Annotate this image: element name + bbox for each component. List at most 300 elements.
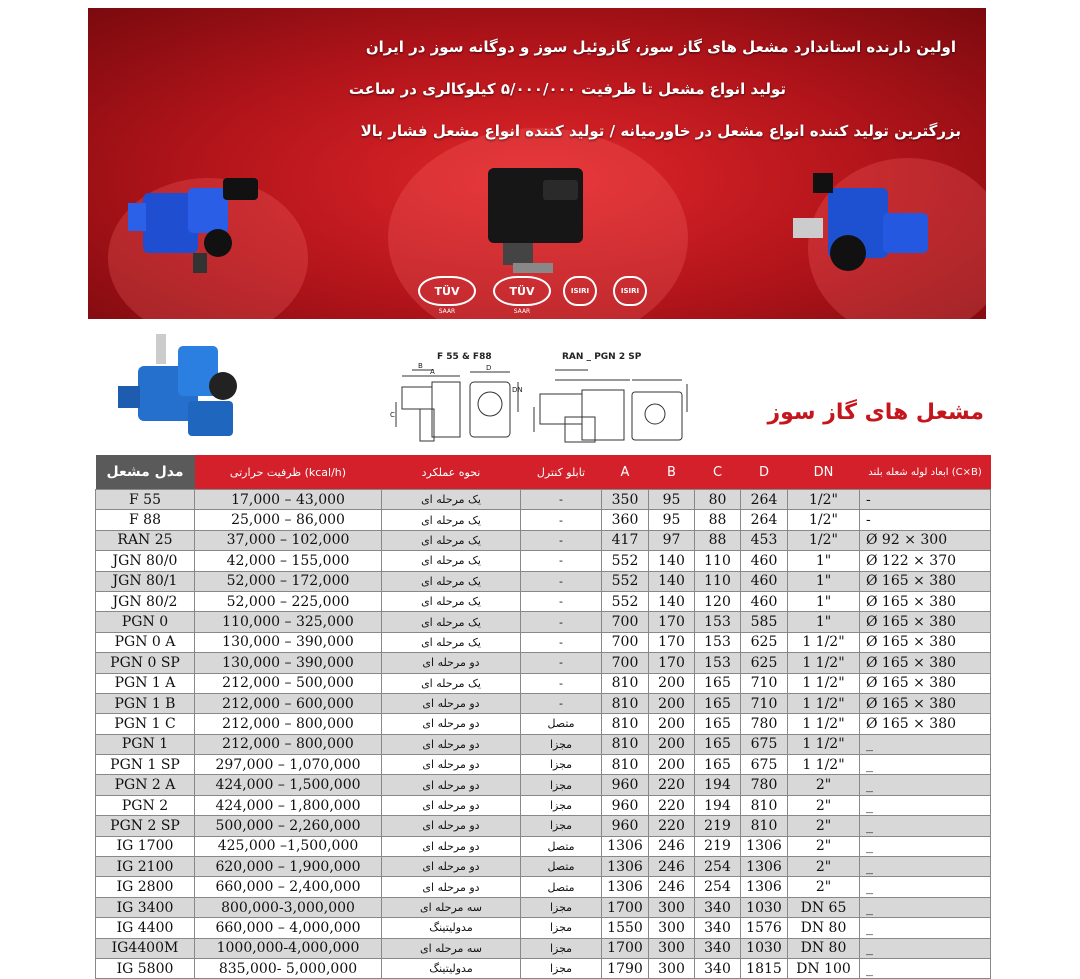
- cell-tube: Ø 165 × 380: [860, 571, 991, 591]
- table-row: [96, 918, 991, 938]
- cell-a: 810: [602, 734, 649, 754]
- cell-control: مجزا: [521, 795, 602, 815]
- cell-c: 165: [695, 755, 741, 775]
- cell-c: 80: [695, 490, 741, 510]
- cell-operation: دو مرحله ای: [382, 836, 521, 856]
- cell-a: 1306: [602, 877, 649, 897]
- cell-operation: یک مرحله ای: [382, 673, 521, 693]
- cell-capacity: 17,000 – 43,000: [195, 490, 382, 510]
- table-row: [96, 693, 991, 713]
- cell-d: 264: [741, 490, 788, 510]
- cell-operation: یک مرحله ای: [382, 551, 521, 571]
- table-row: [96, 775, 991, 795]
- cell-b: 300: [649, 958, 695, 978]
- cell-model: PGN 2 A: [96, 775, 195, 795]
- cell-b: 200: [649, 755, 695, 775]
- cell-control: مجزا: [521, 755, 602, 775]
- cell-dn: 2": [788, 857, 860, 877]
- cell-capacity: 212,000 – 800,000: [195, 714, 382, 734]
- cell-model: PGN 2: [96, 795, 195, 815]
- cell-model: PGN 2 SP: [96, 816, 195, 836]
- cell-d: 1306: [741, 836, 788, 856]
- table-row: [96, 612, 991, 632]
- table-row: [96, 632, 991, 652]
- cell-operation: دو مرحله ای: [382, 816, 521, 836]
- cell-b: 220: [649, 816, 695, 836]
- cell-c: 165: [695, 673, 741, 693]
- cell-a: 552: [602, 591, 649, 611]
- cell-capacity: 297,000 – 1,070,000: [195, 755, 382, 775]
- cell-operation: دو مرحله ای: [382, 653, 521, 673]
- tuv-sub: SAAR: [438, 308, 456, 315]
- cell-control: متصل: [521, 836, 602, 856]
- cell-operation: دو مرحله ای: [382, 734, 521, 754]
- cell-c: 165: [695, 714, 741, 734]
- drawing-title-ran: RAN _ PGN 2 SP: [562, 352, 642, 362]
- cell-capacity: 42,000 – 155,000: [195, 551, 382, 571]
- tuv-mark: TÜV: [493, 276, 551, 306]
- cell-operation: دو مرحله ای: [382, 795, 521, 815]
- cell-operation: دو مرحله ای: [382, 775, 521, 795]
- cell-control: مجزا: [521, 938, 602, 958]
- cell-c: 194: [695, 775, 741, 795]
- table-row: [96, 958, 991, 978]
- cell-capacity: 212,000 – 500,000: [195, 673, 382, 693]
- cell-b: 200: [649, 693, 695, 713]
- cell-control: -: [521, 612, 602, 632]
- cell-control: -: [521, 693, 602, 713]
- cell-operation: یک مرحله ای: [382, 530, 521, 550]
- cell-operation: دو مرحله ای: [382, 755, 521, 775]
- table-row: [96, 877, 991, 897]
- cell-tube: Ø 165 × 380: [860, 632, 991, 652]
- cell-capacity: 212,000 – 800,000: [195, 734, 382, 754]
- cell-a: 810: [602, 755, 649, 775]
- cell-tube: Ø 165 × 380: [860, 693, 991, 713]
- standard-mark: ISIRI: [563, 276, 597, 306]
- cell-tube: _: [860, 938, 991, 958]
- table-row: [96, 795, 991, 815]
- cell-model: IG 2800: [96, 877, 195, 897]
- cell-a: 1790: [602, 958, 649, 978]
- cell-tube: _: [860, 755, 991, 775]
- cell-model: IG 5800: [96, 958, 195, 978]
- cell-capacity: 835,000- 5,000,000: [195, 958, 382, 978]
- cell-d: 1030: [741, 938, 788, 958]
- cell-d: 1815: [741, 958, 788, 978]
- cell-dn: DN 80: [788, 938, 860, 958]
- cell-model: F 55: [96, 490, 195, 510]
- burner-image-center: [483, 158, 593, 278]
- cell-control: -: [521, 673, 602, 693]
- cell-a: 1700: [602, 897, 649, 917]
- cell-c: 254: [695, 857, 741, 877]
- cell-control: مجزا: [521, 734, 602, 754]
- cell-capacity: 130,000 – 390,000: [195, 632, 382, 652]
- cell-control: -: [521, 530, 602, 550]
- dim-label-d: D: [486, 364, 492, 372]
- cell-model: JGN 80/1: [96, 571, 195, 591]
- cell-capacity: 660,000 – 2,400,000: [195, 877, 382, 897]
- table-row: [96, 816, 991, 836]
- cell-control: مجزا: [521, 775, 602, 795]
- cell-operation: مدولیتینگ: [382, 958, 521, 978]
- cell-tube: _: [860, 958, 991, 978]
- specification-table: [95, 455, 991, 979]
- cell-c: 165: [695, 693, 741, 713]
- cell-capacity: 660,000 – 4,000,000: [195, 918, 382, 938]
- cell-model: PGN 1 B: [96, 693, 195, 713]
- cell-d: 780: [741, 714, 788, 734]
- cell-tube: -: [860, 490, 991, 510]
- cell-c: 254: [695, 877, 741, 897]
- table-row: [96, 490, 991, 510]
- banner-line-2: تولید انواع مشعل تا ظرفیت ۵/۰۰۰/۰۰۰ کیلوکالری در ساعت: [348, 80, 786, 98]
- cell-capacity: 500,000 – 2,260,000: [195, 816, 382, 836]
- header-tube: ابعاد لوله شعله بلند (C×B): [860, 455, 991, 490]
- cell-tube: _: [860, 775, 991, 795]
- cell-model: PGN 1 C: [96, 714, 195, 734]
- dimension-drawing: [390, 362, 690, 452]
- dim-label-dn: DN: [512, 386, 523, 394]
- table-row: [96, 510, 991, 530]
- cell-tube: Ø 165 × 380: [860, 714, 991, 734]
- cell-b: 170: [649, 653, 695, 673]
- banner-line-3: بزرگترین تولید کننده انواع مشعل در خاورمیانه / تولید کننده انواع مشعل فشار بالا: [360, 122, 961, 140]
- cell-b: 200: [649, 673, 695, 693]
- cell-d: 585: [741, 612, 788, 632]
- dim-label-b: B: [418, 362, 423, 370]
- cell-tube: _: [860, 795, 991, 815]
- cell-d: 675: [741, 734, 788, 754]
- cell-control: مجزا: [521, 897, 602, 917]
- cell-b: 246: [649, 857, 695, 877]
- cell-model: PGN 0 SP: [96, 653, 195, 673]
- cell-operation: یک مرحله ای: [382, 490, 521, 510]
- cell-model: F 88: [96, 510, 195, 530]
- cell-dn: 1 1/2": [788, 714, 860, 734]
- table-row: [96, 530, 991, 550]
- cell-b: 220: [649, 795, 695, 815]
- cell-dn: 1": [788, 551, 860, 571]
- table-header-row: [96, 455, 991, 490]
- cell-c: 340: [695, 958, 741, 978]
- cell-b: 170: [649, 632, 695, 652]
- cell-b: 95: [649, 490, 695, 510]
- header-d: D: [741, 455, 788, 490]
- tuv-sub: SAAR: [513, 308, 531, 315]
- cell-d: 460: [741, 551, 788, 571]
- table-row: [96, 755, 991, 775]
- cell-d: 810: [741, 816, 788, 836]
- table-row: [96, 673, 991, 693]
- cell-model: IG 4400: [96, 918, 195, 938]
- table-row: [96, 653, 991, 673]
- cell-tube: Ø 165 × 380: [860, 653, 991, 673]
- cell-operation: دو مرحله ای: [382, 714, 521, 734]
- cell-operation: سه مرحله ای: [382, 897, 521, 917]
- cell-d: 1306: [741, 857, 788, 877]
- cell-dn: 1 1/2": [788, 653, 860, 673]
- cell-model: IG 2100: [96, 857, 195, 877]
- tuv-mark: TÜV: [418, 276, 476, 306]
- cell-dn: 1 1/2": [788, 693, 860, 713]
- cell-model: JGN 80/2: [96, 591, 195, 611]
- cell-a: 360: [602, 510, 649, 530]
- cell-control: متصل: [521, 714, 602, 734]
- cell-b: 246: [649, 877, 695, 897]
- cell-dn: 1 1/2": [788, 673, 860, 693]
- cell-b: 300: [649, 897, 695, 917]
- cell-a: 1550: [602, 918, 649, 938]
- cell-model: PGN 1: [96, 734, 195, 754]
- section-title: مشعل های گاز سوز: [767, 400, 984, 425]
- cell-tube: Ø 122 × 370: [860, 551, 991, 571]
- cell-model: IG4400M: [96, 938, 195, 958]
- cell-capacity: 800,000-3,000,000: [195, 897, 382, 917]
- cell-a: 1306: [602, 857, 649, 877]
- cell-a: 700: [602, 632, 649, 652]
- cell-dn: 2": [788, 775, 860, 795]
- table-row: [96, 551, 991, 571]
- cell-b: 200: [649, 734, 695, 754]
- cell-control: -: [521, 591, 602, 611]
- cell-tube: Ø 165 × 380: [860, 591, 991, 611]
- cell-operation: یک مرحله ای: [382, 571, 521, 591]
- cell-b: 97: [649, 530, 695, 550]
- cell-tube: _: [860, 897, 991, 917]
- cell-dn: 1/2": [788, 510, 860, 530]
- cell-b: 200: [649, 714, 695, 734]
- cell-b: 246: [649, 836, 695, 856]
- standard-mark: ISIRI: [613, 276, 647, 306]
- tuv-cert-logo: [493, 276, 551, 316]
- cell-capacity: 620,000 – 1,900,000: [195, 857, 382, 877]
- cell-d: 780: [741, 775, 788, 795]
- cell-c: 194: [695, 795, 741, 815]
- cell-capacity: 1000,000-4,000,000: [195, 938, 382, 958]
- cell-c: 110: [695, 551, 741, 571]
- cell-a: 700: [602, 653, 649, 673]
- cell-control: -: [521, 551, 602, 571]
- cell-c: 88: [695, 530, 741, 550]
- cell-d: 264: [741, 510, 788, 530]
- cell-a: 417: [602, 530, 649, 550]
- cell-capacity: 25,000 – 86,000: [195, 510, 382, 530]
- cell-tube: _: [860, 877, 991, 897]
- cell-model: PGN 1 SP: [96, 755, 195, 775]
- cell-control: مجزا: [521, 918, 602, 938]
- cell-model: RAN 25: [96, 530, 195, 550]
- cell-control: متصل: [521, 857, 602, 877]
- cell-tube: _: [860, 857, 991, 877]
- cell-operation: دو مرحله ای: [382, 877, 521, 897]
- cell-d: 810: [741, 795, 788, 815]
- cell-d: 675: [741, 755, 788, 775]
- cell-operation: یک مرحله ای: [382, 632, 521, 652]
- table-row: [96, 897, 991, 917]
- cell-tube: _: [860, 836, 991, 856]
- cell-control: مجزا: [521, 958, 602, 978]
- cell-capacity: 52,000 – 172,000: [195, 571, 382, 591]
- cell-d: 460: [741, 571, 788, 591]
- cell-control: متصل: [521, 877, 602, 897]
- cell-model: PGN 0: [96, 612, 195, 632]
- cell-operation: سه مرحله ای: [382, 938, 521, 958]
- cell-dn: 2": [788, 836, 860, 856]
- cell-a: 960: [602, 795, 649, 815]
- hero-banner: [88, 8, 986, 319]
- cell-a: 552: [602, 571, 649, 591]
- burner-image-right: [788, 158, 953, 283]
- cell-tube: -: [860, 510, 991, 530]
- cell-c: 120: [695, 591, 741, 611]
- cell-model: JGN 80/0: [96, 551, 195, 571]
- cell-capacity: 212,000 – 600,000: [195, 693, 382, 713]
- cell-tube: Ø 92 × 300: [860, 530, 991, 550]
- table-body: [96, 490, 991, 979]
- cell-control: -: [521, 571, 602, 591]
- dim-label-c: C: [390, 411, 395, 419]
- cell-tube: _: [860, 918, 991, 938]
- cell-capacity: 425,000 –1,500,000: [195, 836, 382, 856]
- cell-model: PGN 1 A: [96, 673, 195, 693]
- cell-tube: Ø 165 × 380: [860, 612, 991, 632]
- table-row: [96, 591, 991, 611]
- cell-a: 1306: [602, 836, 649, 856]
- cell-operation: یک مرحله ای: [382, 510, 521, 530]
- cell-a: 960: [602, 816, 649, 836]
- cell-tube: _: [860, 734, 991, 754]
- cell-dn: DN 80: [788, 918, 860, 938]
- cell-dn: 1/2": [788, 530, 860, 550]
- cell-b: 170: [649, 612, 695, 632]
- cell-d: 1306: [741, 877, 788, 897]
- cell-capacity: 130,000 – 390,000: [195, 653, 382, 673]
- cell-a: 960: [602, 775, 649, 795]
- cell-control: -: [521, 653, 602, 673]
- cell-capacity: 424,000 – 1,800,000: [195, 795, 382, 815]
- cell-dn: 2": [788, 816, 860, 836]
- cell-dn: 1": [788, 571, 860, 591]
- cell-d: 1030: [741, 897, 788, 917]
- cell-d: 625: [741, 632, 788, 652]
- cell-a: 700: [602, 612, 649, 632]
- cell-b: 300: [649, 938, 695, 958]
- cell-d: 1576: [741, 918, 788, 938]
- cell-d: 453: [741, 530, 788, 550]
- cell-control: مجزا: [521, 816, 602, 836]
- cell-dn: 1/2": [788, 490, 860, 510]
- table-row: [96, 714, 991, 734]
- cell-a: 810: [602, 693, 649, 713]
- cell-operation: مدولیتینگ: [382, 918, 521, 938]
- cell-b: 95: [649, 510, 695, 530]
- standard-cert-logo: [613, 276, 647, 316]
- cell-tube: _: [860, 816, 991, 836]
- cell-control: -: [521, 490, 602, 510]
- cell-b: 300: [649, 918, 695, 938]
- dim-label-a: A: [430, 368, 435, 376]
- table-row: [96, 857, 991, 877]
- cell-capacity: 37,000 – 102,000: [195, 530, 382, 550]
- cell-a: 552: [602, 551, 649, 571]
- cell-c: 340: [695, 938, 741, 958]
- cell-operation: یک مرحله ای: [382, 612, 521, 632]
- cell-c: 340: [695, 918, 741, 938]
- header-b: B: [649, 455, 695, 490]
- table-row: [96, 836, 991, 856]
- cell-control: -: [521, 632, 602, 652]
- cell-b: 220: [649, 775, 695, 795]
- cell-c: 340: [695, 897, 741, 917]
- cell-operation: یک مرحله ای: [382, 591, 521, 611]
- cell-dn: 2": [788, 877, 860, 897]
- cell-dn: 1 1/2": [788, 734, 860, 754]
- cell-control: -: [521, 510, 602, 530]
- cell-d: 460: [741, 591, 788, 611]
- cell-dn: 1 1/2": [788, 632, 860, 652]
- cell-a: 350: [602, 490, 649, 510]
- cell-b: 140: [649, 571, 695, 591]
- table-row: [96, 734, 991, 754]
- cell-a: 1700: [602, 938, 649, 958]
- cell-c: 153: [695, 653, 741, 673]
- header-c: C: [695, 455, 741, 490]
- cell-dn: DN 65: [788, 897, 860, 917]
- cell-c: 165: [695, 734, 741, 754]
- cell-c: 88: [695, 510, 741, 530]
- cell-d: 710: [741, 693, 788, 713]
- cell-tube: Ø 165 × 380: [860, 673, 991, 693]
- cell-d: 710: [741, 673, 788, 693]
- cell-capacity: 424,000 – 1,500,000: [195, 775, 382, 795]
- cell-c: 110: [695, 571, 741, 591]
- table-row: [96, 938, 991, 958]
- cell-dn: 1": [788, 591, 860, 611]
- burner-image-left: [123, 163, 273, 278]
- header-a: A: [602, 455, 649, 490]
- cell-operation: دو مرحله ای: [382, 857, 521, 877]
- cell-model: IG 1700: [96, 836, 195, 856]
- standard-cert-logo: [563, 276, 597, 316]
- cell-capacity: 52,000 – 225,000: [195, 591, 382, 611]
- header-control: تابلو کنترل: [521, 455, 602, 490]
- cell-dn: 2": [788, 795, 860, 815]
- burner-photo: [118, 326, 248, 452]
- header-operation: نحوه عملکرد: [382, 455, 521, 490]
- banner-line-1: اولین دارنده استاندارد مشعل های گاز سوز، گازوئیل سوز و دوگانه سوز در ایران: [365, 38, 956, 56]
- header-capacity: ظرفیت حرارتی (kcal/h): [195, 455, 382, 490]
- cell-b: 140: [649, 551, 695, 571]
- cell-dn: DN 100: [788, 958, 860, 978]
- header-dn: DN: [788, 455, 860, 490]
- cell-c: 219: [695, 836, 741, 856]
- table-row: [96, 571, 991, 591]
- cell-a: 810: [602, 714, 649, 734]
- cell-c: 219: [695, 816, 741, 836]
- cell-model: PGN 0 A: [96, 632, 195, 652]
- tuv-cert-logo: [418, 276, 476, 316]
- cell-d: 625: [741, 653, 788, 673]
- cell-operation: دو مرحله ای: [382, 693, 521, 713]
- header-model: مدل مشعل: [96, 455, 195, 490]
- cell-dn: 1": [788, 612, 860, 632]
- drawing-title-f: F 55 & F88: [437, 352, 492, 362]
- cell-capacity: 110,000 – 325,000: [195, 612, 382, 632]
- cell-c: 153: [695, 632, 741, 652]
- cell-a: 810: [602, 673, 649, 693]
